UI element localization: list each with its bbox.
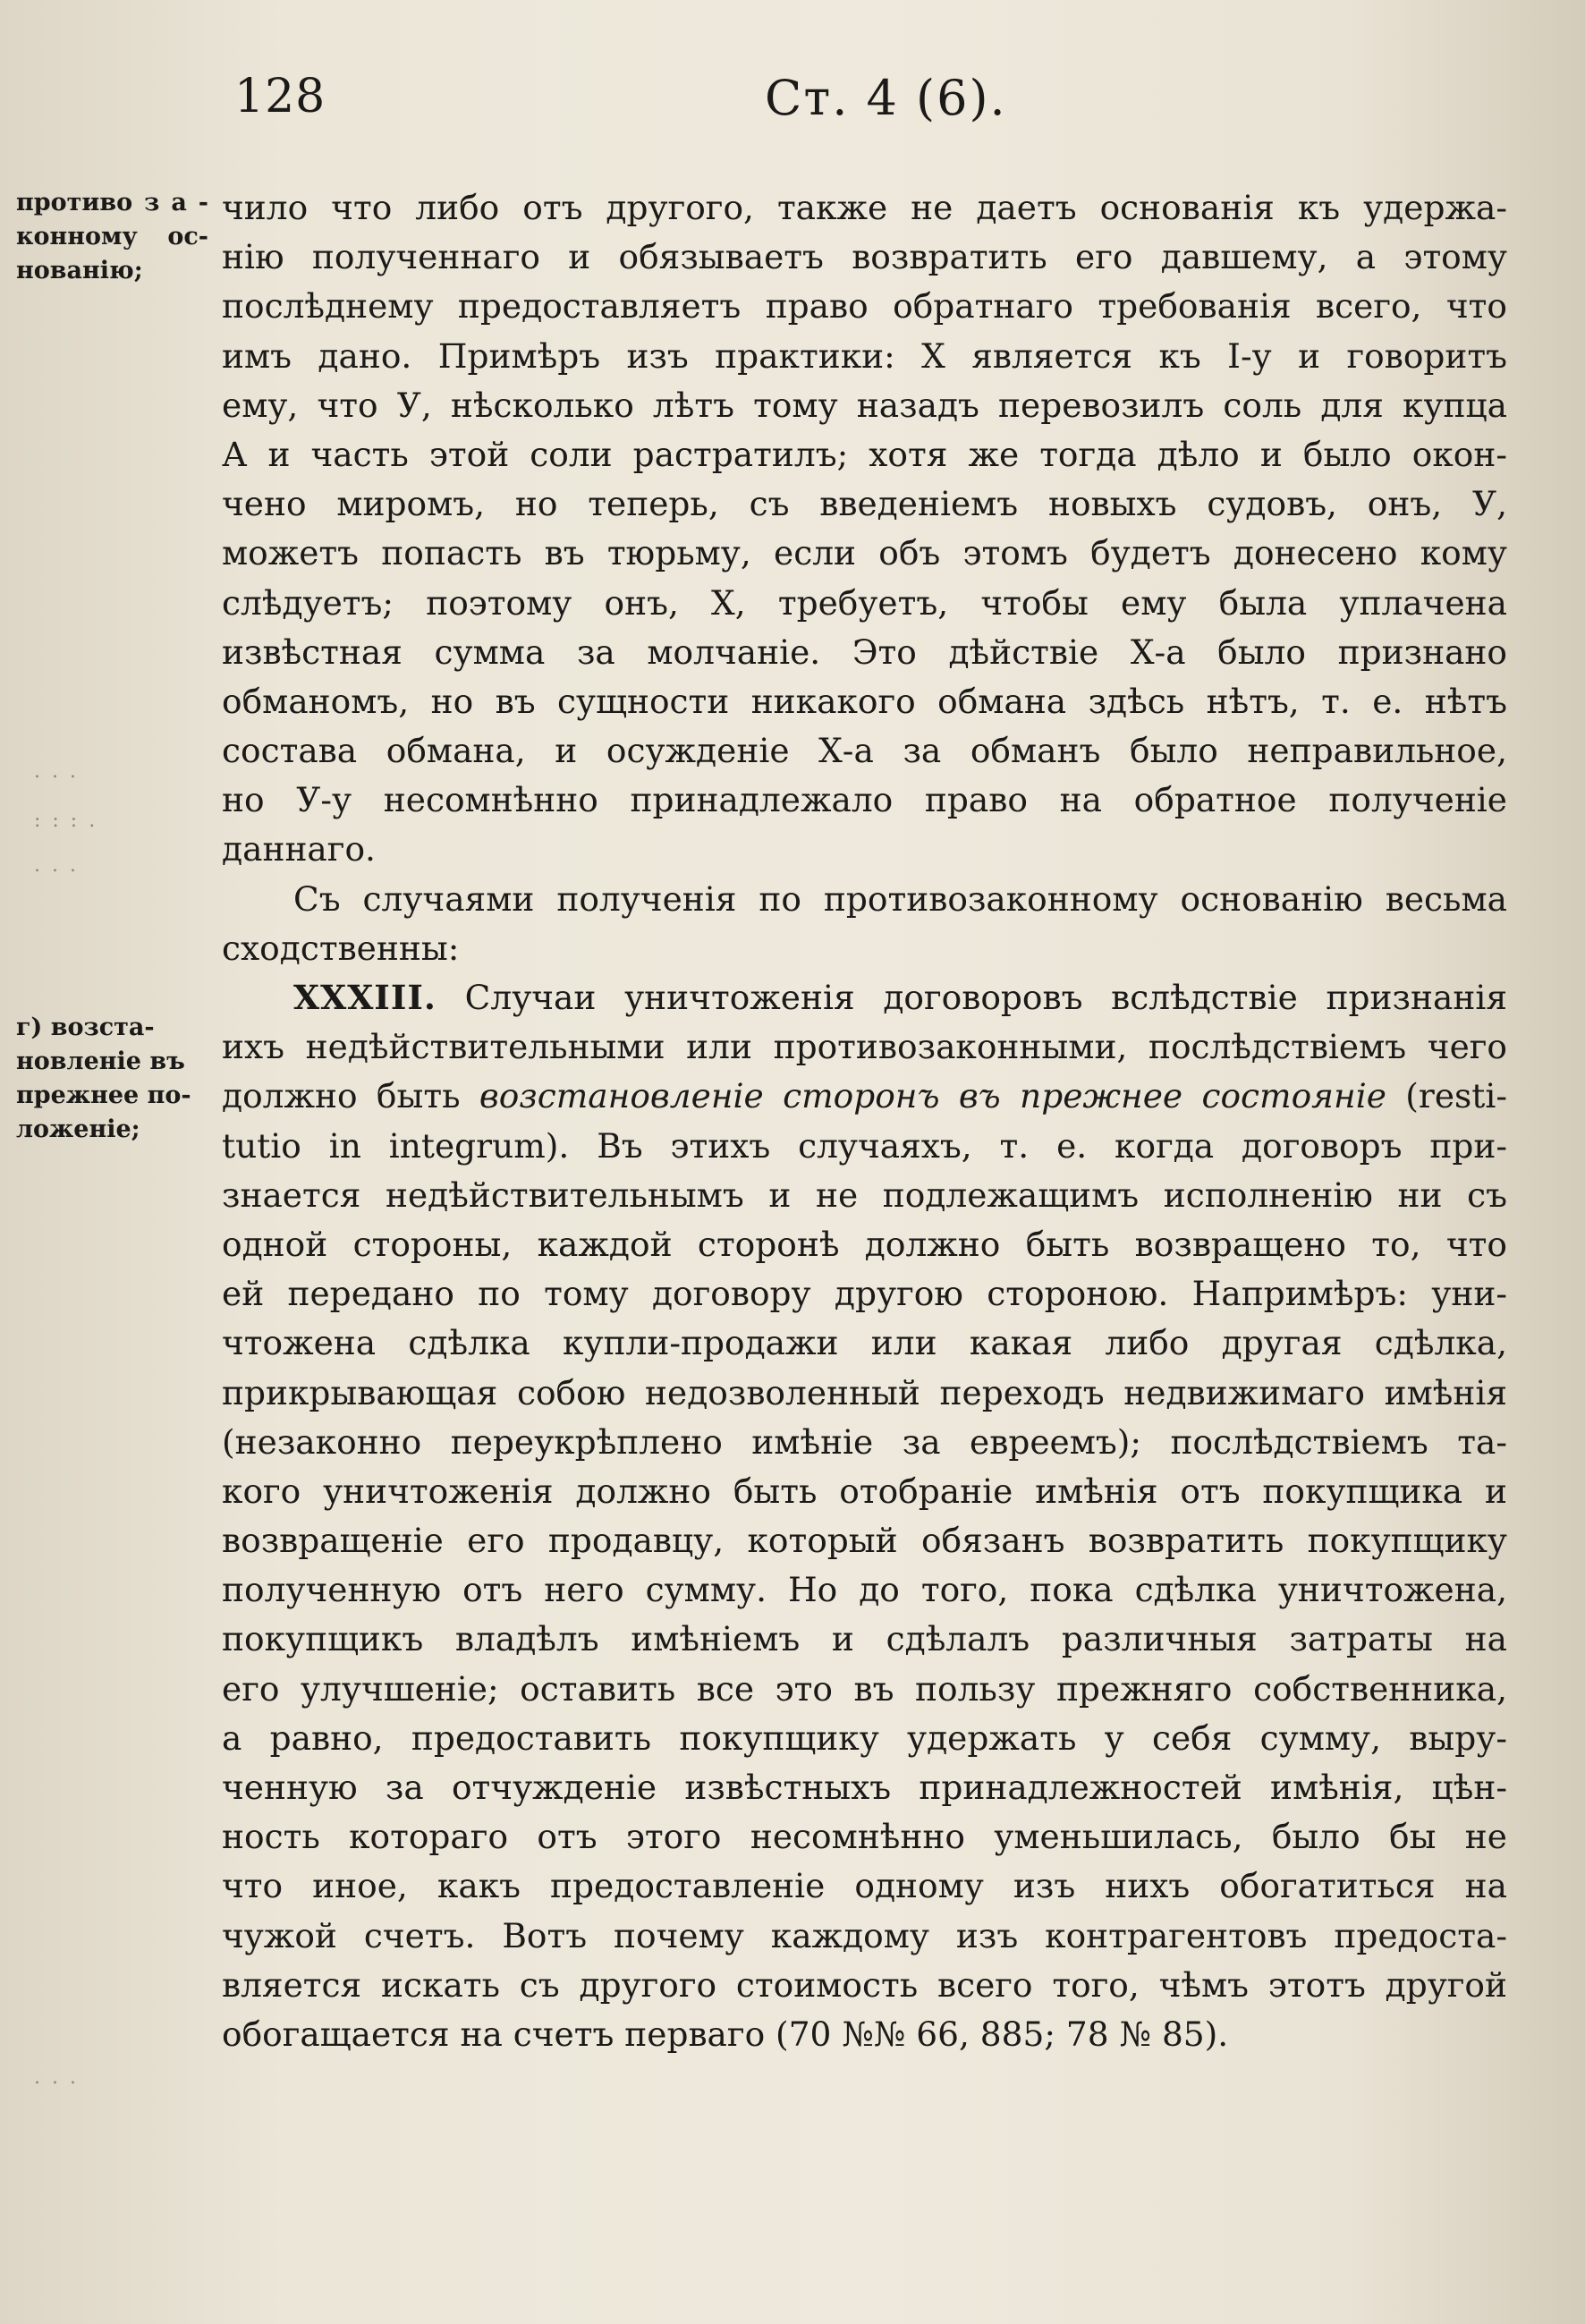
page-number: 128 xyxy=(234,70,326,123)
margin-note-line: новленіе въ xyxy=(16,1047,185,1075)
text-line: его улучшеніе; оставить все это въ пользу прежняго собственника, xyxy=(222,1668,1507,1709)
margin-note-counter-legal-basis xyxy=(16,186,208,288)
text-line: покупщикъ владѣлъ имѣніемъ и сдѣлалъ различныя затраты на xyxy=(222,1619,1507,1659)
text-line: А и часть этой соли растратилъ; хотя же тогда дѣло и было окон- xyxy=(222,434,1507,474)
text-line: обогащается на счетъ перваго (70 №№ 66, 885; 78 № 85). xyxy=(222,2014,1229,2054)
bleed-through-mark: . . . xyxy=(34,2066,79,2089)
text-span: Случаи уничтоженія договоровъ вслѣдствіе признанія xyxy=(436,978,1507,1017)
margin-note-line: нованію; xyxy=(16,257,143,284)
text-line: но У-у несомнѣнно принадлежало право на обратное полученіе xyxy=(222,780,1507,820)
italic-term: возстановленіе сторонъ въ прежнее состояніе xyxy=(479,1076,1386,1116)
text-line: одной стороны, каждой сторонѣ должно быть возвращено то, что xyxy=(222,1224,1507,1264)
text-line: чило что либо отъ другого, также не даетъ основанія къ удержа- xyxy=(222,188,1507,227)
bleed-through-mark: . . . xyxy=(34,854,79,877)
text-line: знается недѣйствительнымъ и не подлежащимъ исполненію ни съ xyxy=(222,1175,1507,1215)
section-first-line xyxy=(222,973,1507,1022)
running-head: Ст. 4 (6). xyxy=(765,70,1007,126)
text-line: ему, что У, нѣсколько лѣтъ тому назадъ перевозилъ соль для купца xyxy=(222,385,1507,425)
text-line: чтожена сдѣлка купли-продажи или какая либо другая сдѣлка, xyxy=(222,1323,1507,1363)
text-line: вляется искать съ другого стоимость всего того, чѣмъ этотъ другой xyxy=(222,1964,1507,2005)
text-line: можетъ попасть въ тюрьму, если объ этомъ будетъ донесено кому xyxy=(222,533,1507,573)
margin-note-line: конному ос- xyxy=(16,223,208,250)
margin-note-line: г) возста- xyxy=(16,1014,155,1041)
bleed-through-mark: : : : . xyxy=(34,810,98,832)
main-text xyxy=(222,183,1507,2059)
text-line: возвращеніе его продавцу, который обязанъ возвратить покупщику xyxy=(222,1521,1507,1561)
text-line: ность котораго отъ этого несомнѣнно уменьшилась, было бы не xyxy=(222,1817,1507,1857)
bleed-through-mark: . . . xyxy=(34,760,79,783)
text-line: а равно, предоставить покупщику удержать у себя сумму, выру- xyxy=(222,1718,1507,1758)
text-line-with-italic xyxy=(222,1072,1507,1121)
text-line: чено миромъ, но теперь, съ введеніемъ новыхъ судовъ, онъ, У, xyxy=(222,484,1507,524)
text-line: слѣдуетъ; поэтому онъ, Х, требуетъ, чтобы ему была уплачена xyxy=(222,582,1507,623)
text-line: обманомъ, но въ сущности никакого обмана здѣсь нѣтъ, т. е. нѣтъ xyxy=(222,681,1507,721)
text-line: сходственны: xyxy=(222,928,460,968)
text-line: послѣднему предоставляетъ право обратнаго требованія всего, что xyxy=(222,286,1507,327)
margin-note-line: противо з а - xyxy=(16,189,208,216)
text-line: кого уничтоженія должно быть отобраніе имѣнія отъ покупщика и xyxy=(222,1471,1507,1511)
text-line: даннаго. xyxy=(222,829,376,869)
text-span: (resti- xyxy=(1386,1076,1507,1116)
text-line: ченную за отчужденіе извѣстныхъ принадлежностей имѣнія, цѣн- xyxy=(222,1768,1507,1807)
text-line: состава обмана, и осужденіе Х-а за обманъ было неправильное, xyxy=(222,731,1507,771)
text-line: Съ случаями полученія по противозаконному основанію весьма xyxy=(293,878,1507,919)
text-line: извѣстная сумма за молчаніе. Это дѣйствіе Х-а было признано xyxy=(222,632,1507,672)
text-line: нію полученнаго и обязываетъ возвратить его давшему, а этому xyxy=(222,237,1507,277)
page-header xyxy=(0,70,1585,132)
text-line: полученную отъ него сумму. Но до того, пока сдѣлка уничтожена, xyxy=(222,1570,1507,1610)
text-line: чужой счетъ. Вотъ почему каждому изъ контрагентовъ предоста- xyxy=(222,1915,1507,1955)
margin-note-restitution xyxy=(16,1011,208,1147)
section-number: XXXIII. xyxy=(293,978,437,1017)
margin-note-line: прежнее по- xyxy=(16,1081,191,1109)
text-line: что иное, какъ предоставленіе одному изъ нихъ обогатиться на xyxy=(222,1866,1507,1906)
text-line: прикрывающая собою недозволенный переходъ недвижимаго имѣнія xyxy=(222,1372,1507,1412)
text-line: ей передано по тому договору другою стороною. Напримѣръ: уни- xyxy=(222,1274,1507,1314)
text-line: (незаконно переукрѣплено имѣніе за евреемъ); послѣдствіемъ та- xyxy=(222,1421,1507,1462)
text-line: ихъ недѣйствительными или противозаконными, послѣдствіемъ чего xyxy=(222,1027,1507,1067)
margin-note-line: ложеніе; xyxy=(16,1115,140,1143)
text-line: имъ дано. Примѣръ изъ практики: Х является къ І-у и говоритъ xyxy=(222,335,1507,376)
text-line: tutio in integrum). Въ этихъ случаяхъ, т. е. когда договоръ при- xyxy=(222,1125,1507,1166)
text-span: должно быть xyxy=(222,1076,479,1116)
